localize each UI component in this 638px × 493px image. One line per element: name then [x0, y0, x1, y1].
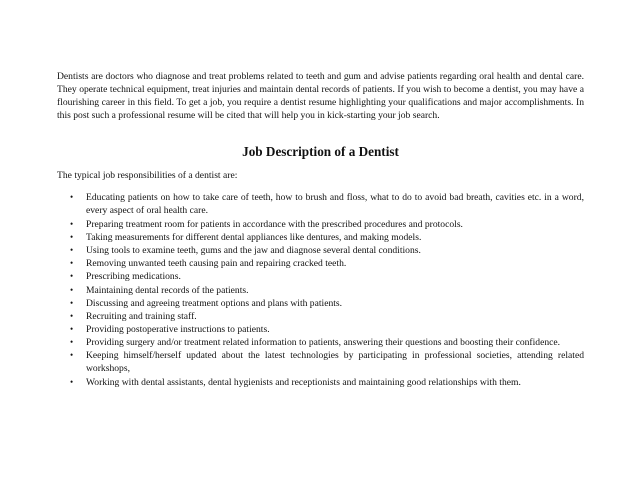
- intro-paragraph: Dentists are doctors who diagnose and treat problems related to teeth and gum and advise patients regarding oral health and dental care. They operate technical equipment, treat injuries and maintain dental records of patients. If you wish to become a dentist, you may have a flourishing career in this field. To get a job, you require a dentist resume highlighting your qualifications and major accomplishments. In this post such a professional resume will be cited that will help you in kick-starting your job search.: [57, 71, 584, 122]
- list-item-text: Removing unwanted teeth causing pain and repairing cracked teeth.: [86, 258, 347, 270]
- list-item: [70, 270, 584, 283]
- bullet-icon: •: [70, 337, 74, 348]
- list-item-text: Discussing and agreeing treatment options and plans with patients.: [86, 297, 343, 309]
- bullet-icon: •: [70, 231, 74, 242]
- bullet-icon: •: [70, 284, 74, 295]
- list-item-text: Preparing treatment room for patients in accordance with the prescribed procedures and protocols.: [86, 218, 463, 230]
- list-item-text: Educating patients on how to take care of teeth, how to brush and floss, what to do to avoid bad breath, cavities etc. in a word, every aspect of oral health care.: [86, 192, 584, 217]
- bullet-icon: •: [70, 324, 74, 335]
- list-item: [70, 349, 584, 375]
- bullet-icon: •: [70, 244, 74, 255]
- bullet-icon: •: [70, 258, 74, 269]
- list-item: [70, 284, 584, 297]
- list-item: [70, 376, 584, 389]
- list-item: [70, 218, 584, 231]
- bullet-icon: •: [70, 192, 74, 203]
- list-item: [70, 336, 584, 349]
- duties-list: [57, 191, 584, 388]
- bullet-icon: •: [70, 310, 74, 321]
- bullet-icon: •: [70, 218, 74, 229]
- list-item-text: Keeping himself/herself updated about the latest technologies by participating in professional societies, attending related workshops,: [86, 350, 584, 375]
- bullet-icon: •: [70, 350, 74, 361]
- list-item: [70, 191, 584, 217]
- list-item-text: Providing postoperative instructions to patients.: [86, 324, 270, 336]
- bullet-icon: •: [70, 376, 74, 387]
- list-item-text: Recruiting and training staff.: [86, 310, 197, 322]
- list-item: [70, 310, 584, 323]
- section-heading: Job Description of a Dentist: [242, 144, 399, 160]
- list-item-text: Working with dental assistants, dental hygienists and receptionists and maintaining good relationships with them.: [86, 376, 521, 388]
- list-item: [70, 323, 584, 336]
- lead-sentence: The typical job responsibilities of a dentist are:: [57, 170, 238, 182]
- bullet-icon: •: [70, 297, 74, 308]
- list-item-text: Taking measurements for different dental appliances like dentures, and making models.: [86, 231, 422, 243]
- list-item: [70, 297, 584, 310]
- list-item: [70, 231, 584, 244]
- list-item-text: Maintaining dental records of the patients.: [86, 284, 249, 296]
- list-item-text: Prescribing medications.: [86, 271, 181, 283]
- document-page: [57, 70, 584, 389]
- bullet-icon: •: [70, 271, 74, 282]
- list-item: [70, 244, 584, 257]
- list-item-text: Using tools to examine teeth, gums and the jaw and diagnose several dental conditions.: [86, 244, 421, 256]
- list-item-text: Providing surgery and/or treatment related information to patients, answering their questions and boosting their confidence.: [86, 337, 561, 349]
- list-item: [70, 257, 584, 270]
